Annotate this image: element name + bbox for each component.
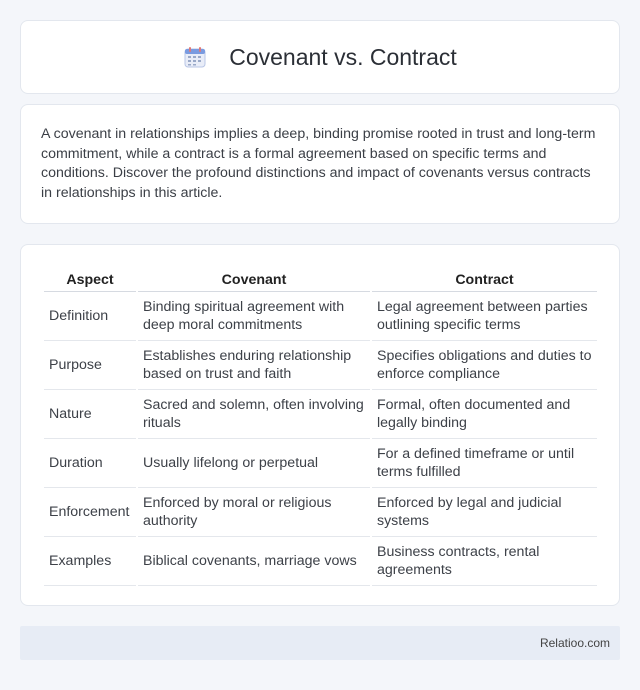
column-header: Covenant — [138, 266, 370, 292]
footer-brand-link[interactable]: Relatioo.com — [539, 636, 610, 650]
aspect-cell: Examples — [44, 537, 136, 586]
contract-cell: Legal agreement between parties outlining specific terms — [372, 292, 597, 341]
calendar-icon — [183, 45, 207, 69]
column-header: Aspect — [44, 266, 136, 292]
intro-text: A covenant in relationships implies a deep, binding promise rooted in trust and long-term commitment, while a contract is a formal agreement based on specific terms and conditions. Discover the profound distinctions and impact of covenants versus contracts in relationships in this article. — [41, 126, 596, 201]
intro-card — [20, 104, 620, 224]
table-row — [44, 537, 597, 586]
comparison-table-card — [20, 244, 620, 606]
covenant-cell: Enforced by moral or religious authority — [138, 488, 370, 537]
aspect-cell: Duration — [44, 439, 136, 488]
table-row — [44, 341, 597, 390]
table-row — [44, 292, 597, 341]
title-card — [20, 20, 620, 94]
covenant-cell: Biblical covenants, marriage vows — [138, 537, 370, 586]
aspect-cell: Purpose — [44, 341, 136, 390]
page-title: Covenant vs. Contract — [229, 43, 457, 70]
table-row — [44, 390, 597, 439]
footer — [20, 626, 620, 660]
contract-cell: Specifies obligations and duties to enforce compliance — [372, 341, 597, 390]
contract-cell: Formal, often documented and legally binding — [372, 390, 597, 439]
table-row — [44, 439, 597, 488]
covenant-cell: Usually lifelong or perpetual — [138, 439, 370, 488]
aspect-cell: Nature — [44, 390, 136, 439]
covenant-cell: Sacred and solemn, often involving rituals — [138, 390, 370, 439]
table-row — [44, 488, 597, 537]
contract-cell: For a defined timeframe or until terms fulfilled — [372, 439, 597, 488]
covenant-cell: Binding spiritual agreement with deep moral commitments — [138, 292, 370, 341]
aspect-cell: Definition — [44, 292, 136, 341]
table-header-row — [44, 266, 597, 292]
column-header: Contract — [372, 266, 597, 292]
aspect-cell: Enforcement — [44, 488, 136, 537]
covenant-cell: Establishes enduring relationship based on trust and faith — [138, 341, 370, 390]
contract-cell: Enforced by legal and judicial systems — [372, 488, 597, 537]
comparison-table — [42, 266, 599, 586]
contract-cell: Business contracts, rental agreements — [372, 537, 597, 586]
